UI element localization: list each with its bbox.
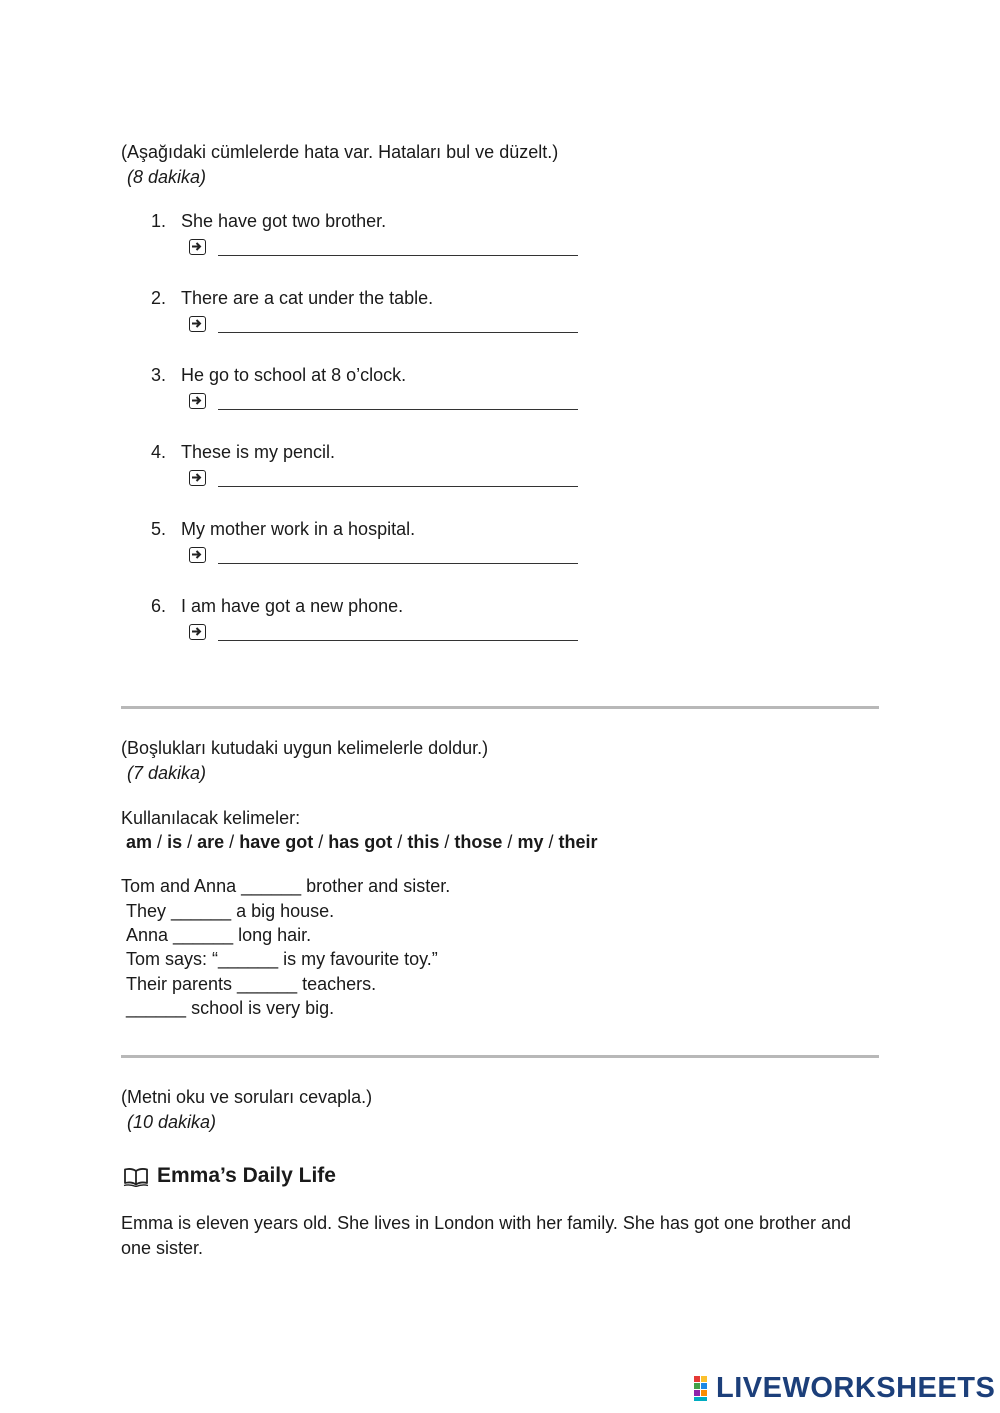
word-separator: / — [397, 832, 403, 852]
item-number: 4. — [151, 442, 167, 462]
arrow-right-box-icon — [189, 316, 206, 332]
item-number: 5. — [151, 519, 167, 539]
reading-title: Emma’s Daily Life — [157, 1164, 336, 1187]
answer-line-2[interactable] — [218, 332, 578, 333]
arrow-right-box-icon — [189, 470, 206, 486]
word-bank-word: am — [126, 832, 153, 852]
word-bank-word: has got — [328, 832, 393, 852]
answer-line-4[interactable] — [218, 486, 578, 487]
word-bank-label: Kullanılacak kelimeler: — [121, 808, 301, 828]
fill-in-sentence: Tom and Anna ______ brother and sister. — [121, 876, 451, 896]
brand-blocks-icon — [694, 1376, 714, 1402]
fill-in-sentence: Tom says: “______ is my favourite toy.” — [126, 949, 438, 969]
answer-line-1[interactable] — [218, 255, 578, 256]
section2-instruction: (Boşlukları kutudaki uygun kelimelerle doldur.) — [121, 738, 489, 758]
fill-in-sentence: ______ school is very big. — [126, 998, 335, 1018]
item-number: 2. — [151, 288, 167, 308]
section-divider — [121, 706, 879, 709]
word-separator: / — [548, 832, 554, 852]
arrow-right-box-icon — [189, 547, 206, 563]
word-bank — [126, 830, 598, 854]
section3-time: (10 dakika) — [127, 1112, 217, 1132]
brand-name: LIVEWORKSHEETS — [716, 1372, 996, 1404]
item-sentence: I am have got a new phone. — [181, 596, 404, 616]
word-bank-word: are — [197, 832, 225, 852]
open-book-icon — [123, 1167, 149, 1187]
item-number: 6. — [151, 596, 167, 616]
fill-in-sentence: They ______ a big house. — [126, 901, 335, 921]
section3-instruction: (Metni oku ve soruları cevapla.) — [121, 1087, 373, 1107]
word-separator: / — [157, 832, 163, 852]
section1-time: (8 dakika) — [127, 167, 207, 187]
fill-in-sentence: Anna ______ long hair. — [126, 925, 312, 945]
section2-time: (7 dakika) — [127, 763, 207, 783]
word-bank-word: my — [517, 832, 544, 852]
word-separator: / — [187, 832, 193, 852]
answer-line-5[interactable] — [218, 563, 578, 564]
word-bank-word: those — [454, 832, 503, 852]
word-bank-word: their — [558, 832, 598, 852]
answer-line-3[interactable] — [218, 409, 578, 410]
word-separator: / — [507, 832, 513, 852]
item-sentence: There are a cat under the table. — [181, 288, 434, 308]
word-bank-word: this — [407, 832, 440, 852]
item-sentence: My mother work in a hospital. — [181, 519, 416, 539]
item-sentence: She have got two brother. — [181, 211, 387, 231]
arrow-right-box-icon — [189, 393, 206, 409]
section1-instruction: (Aşağıdaki cümlelerde hata var. Hataları bul ve düzelt.) — [121, 142, 559, 162]
arrow-right-box-icon — [189, 624, 206, 640]
word-bank-word: is — [167, 832, 183, 852]
item-sentence: These is my pencil. — [181, 442, 336, 462]
word-separator: / — [444, 832, 450, 852]
item-number: 1. — [151, 211, 167, 231]
section-divider — [121, 1055, 879, 1058]
word-separator: / — [229, 832, 235, 852]
item-sentence: He go to school at 8 o’clock. — [181, 365, 407, 385]
fill-in-sentence: Their parents ______ teachers. — [126, 974, 377, 994]
word-separator: / — [318, 832, 324, 852]
reading-paragraph: Emma is eleven years old. She lives in London with her family. She has got one brother and one sister. — [121, 1213, 852, 1258]
answer-line-6[interactable] — [218, 640, 578, 641]
word-bank-word: have got — [239, 832, 314, 852]
item-number: 3. — [151, 365, 167, 385]
arrow-right-box-icon — [189, 239, 206, 255]
